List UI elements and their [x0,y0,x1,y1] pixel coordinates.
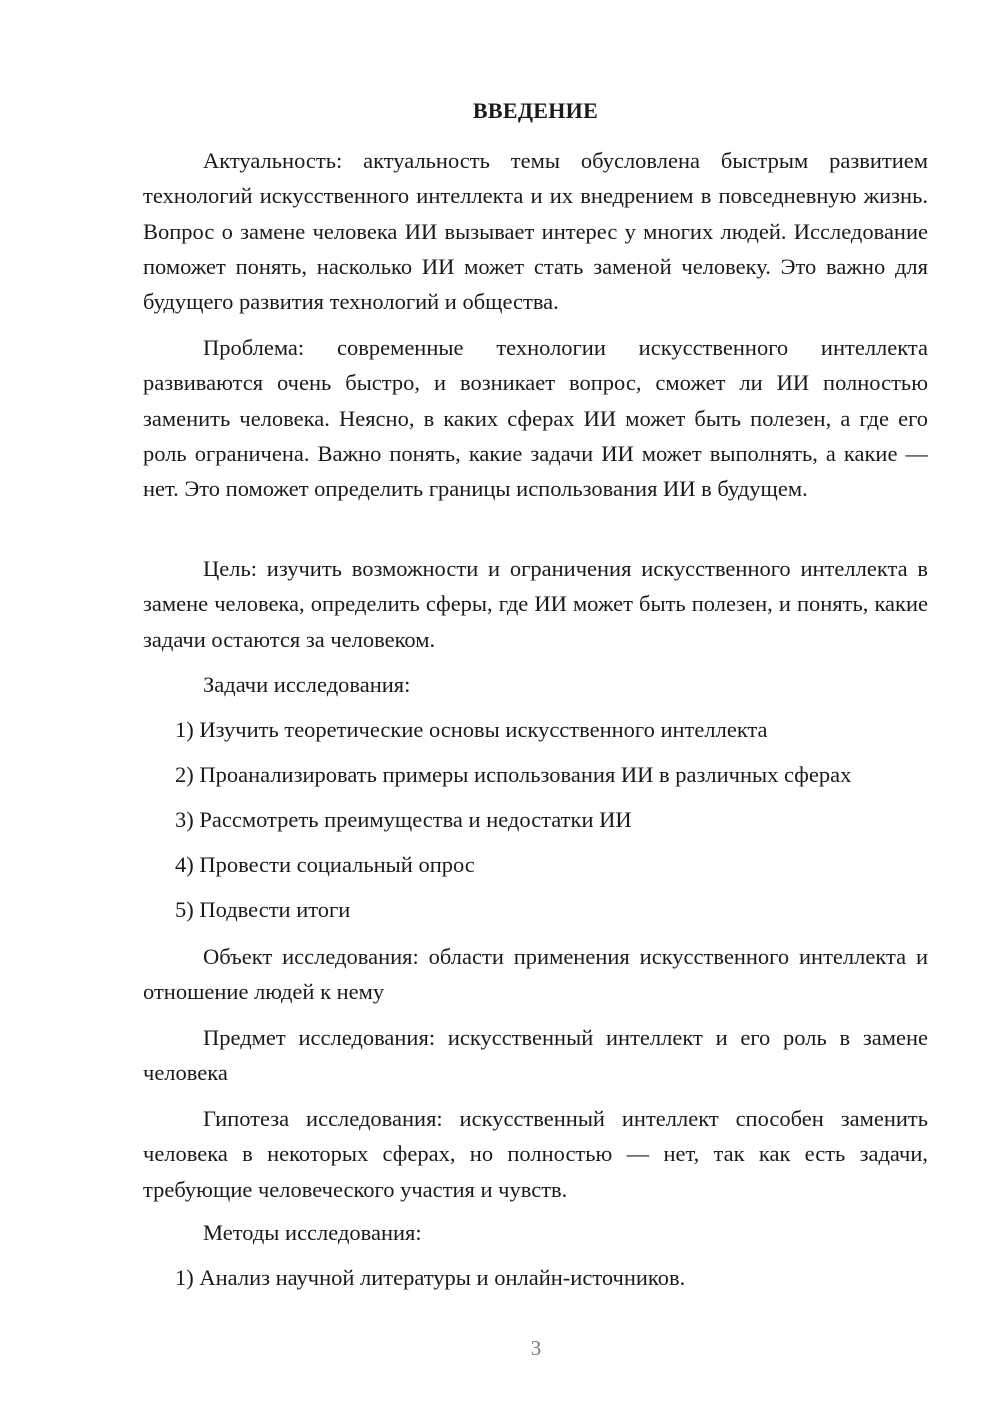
object-paragraph: Объект исследования: области применения искусственного интеллекта и отношение людей к нему [143,944,928,1005]
goal-paragraph: Цель: изучить возможности и ограничения искусственного интеллекта в замене человека, определить сферы, где ИИ может быть полезен, и понять, какие задачи остаются за человеком. [143,556,928,652]
methods-heading: Методы исследования: [203,1220,422,1245]
relevance-paragraph: Актуальность: актуальность темы обусловлена быстрым развитием технологий искусственного интеллекта и их внедрением в повседневную жизнь. Вопрос о замене человека ИИ вызывает интерес у многих людей. Исследование поможет понять, насколько ИИ может стать заменой человеку. Это важно для будущего развития технологий и общества. [143,148,928,315]
task-item: 3) Рассмотреть преимущества и недостатки ИИ [175,807,632,832]
task-item: 5) Подвести итоги [175,897,351,922]
subject-paragraph: Предмет исследования: искусственный интеллект и его роль в замене человека [143,1025,928,1086]
tasks-heading: Задачи исследования: [203,672,411,697]
hypothesis-paragraph: Гипотеза исследования: искусственный интеллект способен заменить человека в некоторых сферах, но полностью — нет, так как есть задачи, требующие человеческого участия и чувств. [143,1106,928,1202]
method-item: 1) Анализ научной литературы и онлайн-источников. [175,1265,686,1290]
task-item: 4) Провести социальный опрос [175,852,475,877]
page-title: ВВЕДЕНИЕ [472,98,599,123]
task-item: 2) Проанализировать примеры использования ИИ в различных сферах [175,762,852,787]
page-number: 3 [530,1336,542,1360]
task-item: 1) Изучить теоретические основы искусственного интеллекта [175,717,768,742]
problem-paragraph: Проблема: современные технологии искусственного интеллекта развиваются очень быстро, и возникает вопрос, сможет ли ИИ полностью заменить человека. Неясно, в каких сферах ИИ может быть полезен, а где его роль ограничена. Важно понять, какие задачи ИИ может выполнять, а какие — нет. Это поможет определить границы использования ИИ в будущем. [143,335,928,502]
